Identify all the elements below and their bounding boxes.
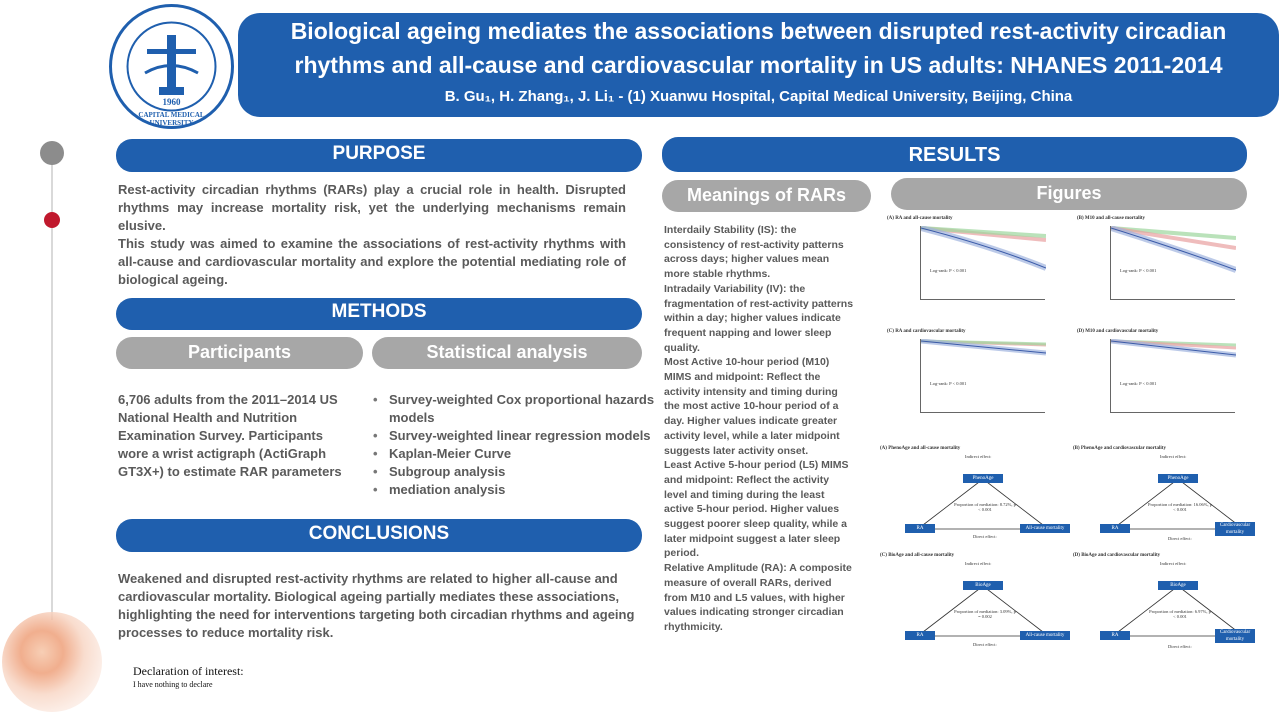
- km-title-c: (C) RA and cardiovascular mortality: [887, 329, 966, 334]
- med-exposure-d: RA: [1100, 631, 1130, 640]
- participants-heading: Participants: [116, 337, 363, 369]
- km-pval-b: Log-rank: P < 0.001: [1120, 268, 1157, 273]
- stats-item: • mediation analysis: [373, 481, 663, 499]
- med-direct-a: Direct effect:: [973, 534, 997, 539]
- meaning-m10: Most Active 10-hour period (M10) MIMS and midpoint: Reflect the activity intensity and timing during the most active 10-hour period of a day. Higher values indicate greater activity level, while a later midpoint suggests later activity onset.: [664, 356, 840, 457]
- methods-heading: METHODS: [116, 298, 642, 330]
- med-outcome-d: Cardiovascular mortality: [1215, 629, 1255, 643]
- km-plot-a: [920, 226, 1045, 300]
- med-title-b: (B) PhenoAge and cardiovascular mortality: [1073, 446, 1166, 451]
- stats-item: • Subgroup analysis: [373, 463, 663, 481]
- timeline-dot-red: [44, 212, 60, 228]
- meaning-l5: Least Active 5-hour period (L5) MIMS and midpoint: Reflect the activity level and timing during the least active 5-hour period. Higher values suggest poorer sleep quality, while a later midpoint suggest a later sleep period.: [664, 459, 849, 560]
- med-exposure-b: RA: [1100, 524, 1130, 533]
- med-exposure-a: RA: [905, 524, 935, 533]
- stats-item: • Survey-weighted linear regression models: [373, 427, 663, 445]
- declaration-heading: Declaration of interest:: [133, 664, 244, 678]
- statistical-analysis-list: [373, 391, 663, 499]
- med-outcome-b: Cardiovascular mortality: [1215, 522, 1255, 536]
- meaning-iv: Intradaily Variability (IV): the fragmentation of rest-activity patterns within a day; higher values indicate frequent napping and lower sleep quality.: [664, 282, 854, 354]
- km-pval-d: Log-rank: P < 0.001: [1120, 381, 1157, 386]
- purpose-paragraph-1: Rest-activity circadian rhythms (RARs) play a crucial role in health. Disrupted rhythms may increase mortality risk, yet the underlying mechanisms remain elusive.: [118, 182, 626, 233]
- km-title-d: (D) M10 and cardiovascular mortality: [1077, 329, 1159, 334]
- conclusions-heading: CONCLUSIONS: [116, 519, 642, 552]
- med-prop-a: Proportion of mediation: 8.72%, p < 0.001: [954, 502, 1016, 512]
- poster-title-line2: rhythms and all-cause and cardiovascular mortality in US adults: NHANES 2011-2014: [294, 52, 1223, 78]
- decorative-circle: [2, 612, 102, 712]
- purpose-heading: PURPOSE: [116, 139, 642, 172]
- meanings-heading: Meanings of RARs: [662, 180, 871, 212]
- med-direct-b: Direct effect:: [1168, 536, 1192, 541]
- figures-heading: Figures: [891, 178, 1247, 210]
- participants-text: 6,706 adults from the 2011–2014 US National Health and Nutrition Examination Survey. Participants wore a wrist actigraph (ActiGraph GT3X+) to estimate RAR parameters: [118, 392, 342, 479]
- med-indirect-a: Indirect effect:: [965, 454, 992, 459]
- med-indirect-d: Indirect effect:: [1160, 561, 1187, 566]
- meaning-is: Interdaily Stability (IS): the consistency of rest-activity patterns across days; higher values mean more stable rhythms.: [664, 224, 844, 281]
- med-exposure-c: RA: [905, 631, 935, 640]
- purpose-text: [118, 181, 626, 289]
- med-title-d: (D) BioAge and cardiovascular mortality: [1073, 553, 1161, 558]
- km-pval-c: Log-rank: P < 0.001: [930, 381, 967, 386]
- logo-year: 1960: [162, 97, 181, 107]
- stats-item: • Kaplan-Meier Curve: [373, 445, 663, 463]
- university-logo: [107, 3, 236, 130]
- med-mediator-a: PhenoAge: [963, 474, 1003, 483]
- med-direct-c: Direct effect:: [973, 642, 997, 647]
- meanings-text: [664, 223, 854, 635]
- med-outcome-c: All-cause mortality: [1020, 631, 1070, 640]
- purpose-paragraph-2: This study was aimed to examine the associations of rest-activity rhythms with all-cause and cardiovascular mortality and explore the potential mediating role of biological ageing.: [118, 236, 626, 287]
- authors-line: B. Gu₁, H. Zhang₁, J. Li₁ - (1) Xuanwu Hospital, Capital Medical University, Beijing, China: [444, 88, 1073, 105]
- meaning-ra: Relative Amplitude (RA): A composite measure of overall RARs, derived from M10 and L5 values, with higher values indicating stronger circadian rhythmicity.: [664, 562, 852, 633]
- poster-title-line1: Biological ageing mediates the associations between disrupted rest-activity circadian: [290, 18, 1227, 44]
- km-title-b: (B) M10 and all-cause mortality: [1077, 216, 1146, 221]
- km-plot-d: [1110, 339, 1235, 413]
- km-plot-c: [920, 339, 1045, 413]
- med-prop-d: Proportion of mediation: 6.97%, p < 0.001: [1149, 609, 1211, 619]
- med-title-c: (C) BioAge and all-cause mortality: [880, 553, 955, 558]
- km-title-a: (A) RA and all-cause mortality: [887, 216, 953, 221]
- stats-item: • Survey-weighted Cox proportional hazards models: [373, 391, 663, 427]
- med-title-a: (A) PhenoAge and all-cause mortality: [880, 446, 961, 451]
- statistical-analysis-heading: Statistical analysis: [372, 337, 642, 369]
- med-outcome-a: All-cause mortality: [1020, 524, 1070, 533]
- km-pval-a: Log-rank: P < 0.001: [930, 268, 967, 273]
- figures-panel: [880, 214, 1255, 664]
- med-mediator-c: BioAge: [963, 581, 1003, 590]
- results-heading: RESULTS: [662, 137, 1247, 172]
- med-mediator-b: PhenoAge: [1158, 474, 1198, 483]
- med-prop-c: Proportion of mediation: 3.09%, p = 0.002: [954, 609, 1016, 619]
- med-prop-b: Proportion of mediation: 16.06%, p < 0.001: [1148, 502, 1212, 512]
- timeline-dot-grey: [40, 141, 64, 165]
- med-mediator-d: BioAge: [1158, 581, 1198, 590]
- km-plot-b: [1110, 226, 1235, 300]
- med-direct-d: Direct effect:: [1168, 644, 1192, 649]
- med-indirect-c: Indirect effect:: [965, 561, 992, 566]
- conclusions-text: Weakened and disrupted rest-activity rhythms are related to higher all-cause and cardiovascular mortality. Biological ageing partially mediates these associations, highlighting the need for interventions targeting both circadian rhythms and ageing processes to reduce mortality risk.: [118, 571, 635, 640]
- declaration-text: I have nothing to declare: [133, 680, 213, 689]
- logo-text: CAPITAL MEDICAL UNIVERSITY: [138, 111, 205, 127]
- med-indirect-b: Indirect effect:: [1160, 454, 1187, 459]
